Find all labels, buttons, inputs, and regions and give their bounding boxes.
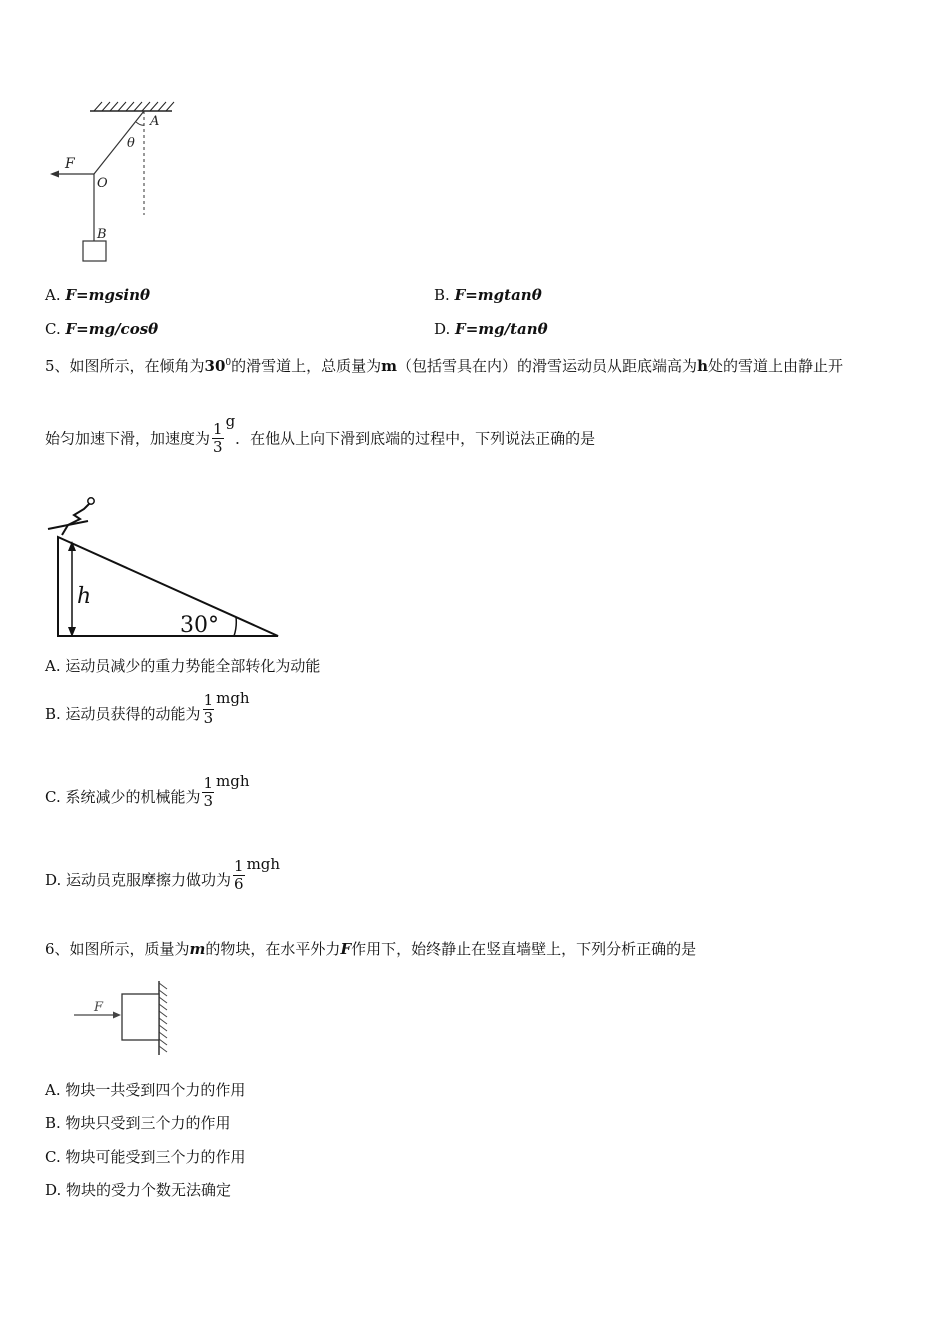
- fraction-one-third: $\frac{1}{3}$: [213, 419, 223, 456]
- stem-text: 处的雪道上由静止开: [707, 357, 843, 375]
- option-letter: D.: [434, 320, 451, 338]
- q6-option-c[interactable]: C. 物块可能受到三个力的作用: [45, 1148, 246, 1166]
- option-text: C. 系统减少的机械能为: [45, 788, 201, 806]
- angle-value: 30: [204, 357, 226, 375]
- label-h: h: [77, 584, 92, 609]
- stem-text: 5、如图所示，在倾角为: [45, 357, 205, 375]
- label-theta: θ: [127, 136, 135, 151]
- stem-text: 的物块，在水平外力: [205, 940, 341, 958]
- mgh: mgh: [246, 855, 281, 873]
- option-letter: C.: [45, 320, 61, 338]
- stem-text: （包括雪具在内）的滑雪运动员从距底端高为: [397, 357, 698, 375]
- height-symbol: h: [697, 357, 708, 375]
- stem-text: 的滑雪道上，总质量为: [231, 357, 382, 375]
- q5-option-c[interactable]: [45, 772, 250, 810]
- q6-option-a[interactable]: A. 物块一共受到四个力的作用: [45, 1081, 246, 1099]
- gravity-symbol: g: [225, 412, 236, 430]
- q5-option-d[interactable]: [45, 855, 280, 893]
- option-letter: B.: [434, 286, 450, 304]
- q5-stem-line1: [45, 353, 843, 376]
- q4-option-d[interactable]: [434, 319, 548, 339]
- label-o: O: [97, 176, 108, 191]
- stem-text: 6、如图所示，质量为: [45, 940, 190, 958]
- force-symbol: F: [340, 940, 352, 958]
- figure-rope-force: [40, 95, 180, 270]
- stem-text: 始匀加速下滑，加速度为: [45, 429, 211, 448]
- label-f: F: [65, 156, 75, 172]
- fraction: $\frac{1}{3}$: [203, 690, 214, 727]
- figure-ski-slope: [44, 495, 284, 645]
- q6-option-d[interactable]: D. 物块的受力个数无法确定: [45, 1181, 232, 1199]
- stem-text: ．在他从上向下滑到底端的过程中，下列说法正确的是: [235, 429, 596, 448]
- option-text: B. 运动员获得的动能为: [45, 705, 201, 723]
- label-angle: 30°: [180, 613, 219, 638]
- option-text: F=mgsinθ: [65, 286, 151, 304]
- option-text: D. 运动员克服摩擦力做功为: [45, 871, 232, 889]
- mgh: mgh: [216, 772, 250, 790]
- label-a: A: [150, 114, 160, 129]
- q5-option-b[interactable]: [45, 689, 250, 727]
- stem-text: 作用下，始终静止在竖直墙壁上，下列分析正确的是: [351, 940, 697, 958]
- q5-stem-line2: [45, 412, 595, 456]
- label-b: B: [97, 227, 107, 242]
- mass-symbol: m: [189, 940, 206, 958]
- label-f: F: [94, 1000, 104, 1015]
- q4-option-b[interactable]: [434, 285, 542, 305]
- q6-stem: [45, 939, 696, 959]
- angle-degree: 0: [225, 358, 232, 368]
- option-letter: A.: [45, 286, 61, 304]
- mass-symbol: m: [381, 357, 398, 375]
- option-text: F=mgtanθ: [454, 286, 542, 304]
- fraction: $\frac{1}{6}$: [234, 856, 244, 893]
- option-text: F=mg/tanθ: [455, 320, 548, 338]
- figure-block-wall: [44, 975, 189, 1060]
- mgh: mgh: [216, 689, 250, 707]
- q5-option-a[interactable]: A. 运动员减少的重力势能全部转化为动能: [45, 657, 321, 675]
- q4-option-a[interactable]: [45, 285, 150, 305]
- option-text: F=mg/cosθ: [65, 320, 159, 338]
- q4-option-c[interactable]: [45, 319, 158, 339]
- q6-option-b[interactable]: B. 物块只受到三个力的作用: [45, 1114, 231, 1132]
- fraction: $\frac{1}{3}$: [203, 773, 214, 810]
